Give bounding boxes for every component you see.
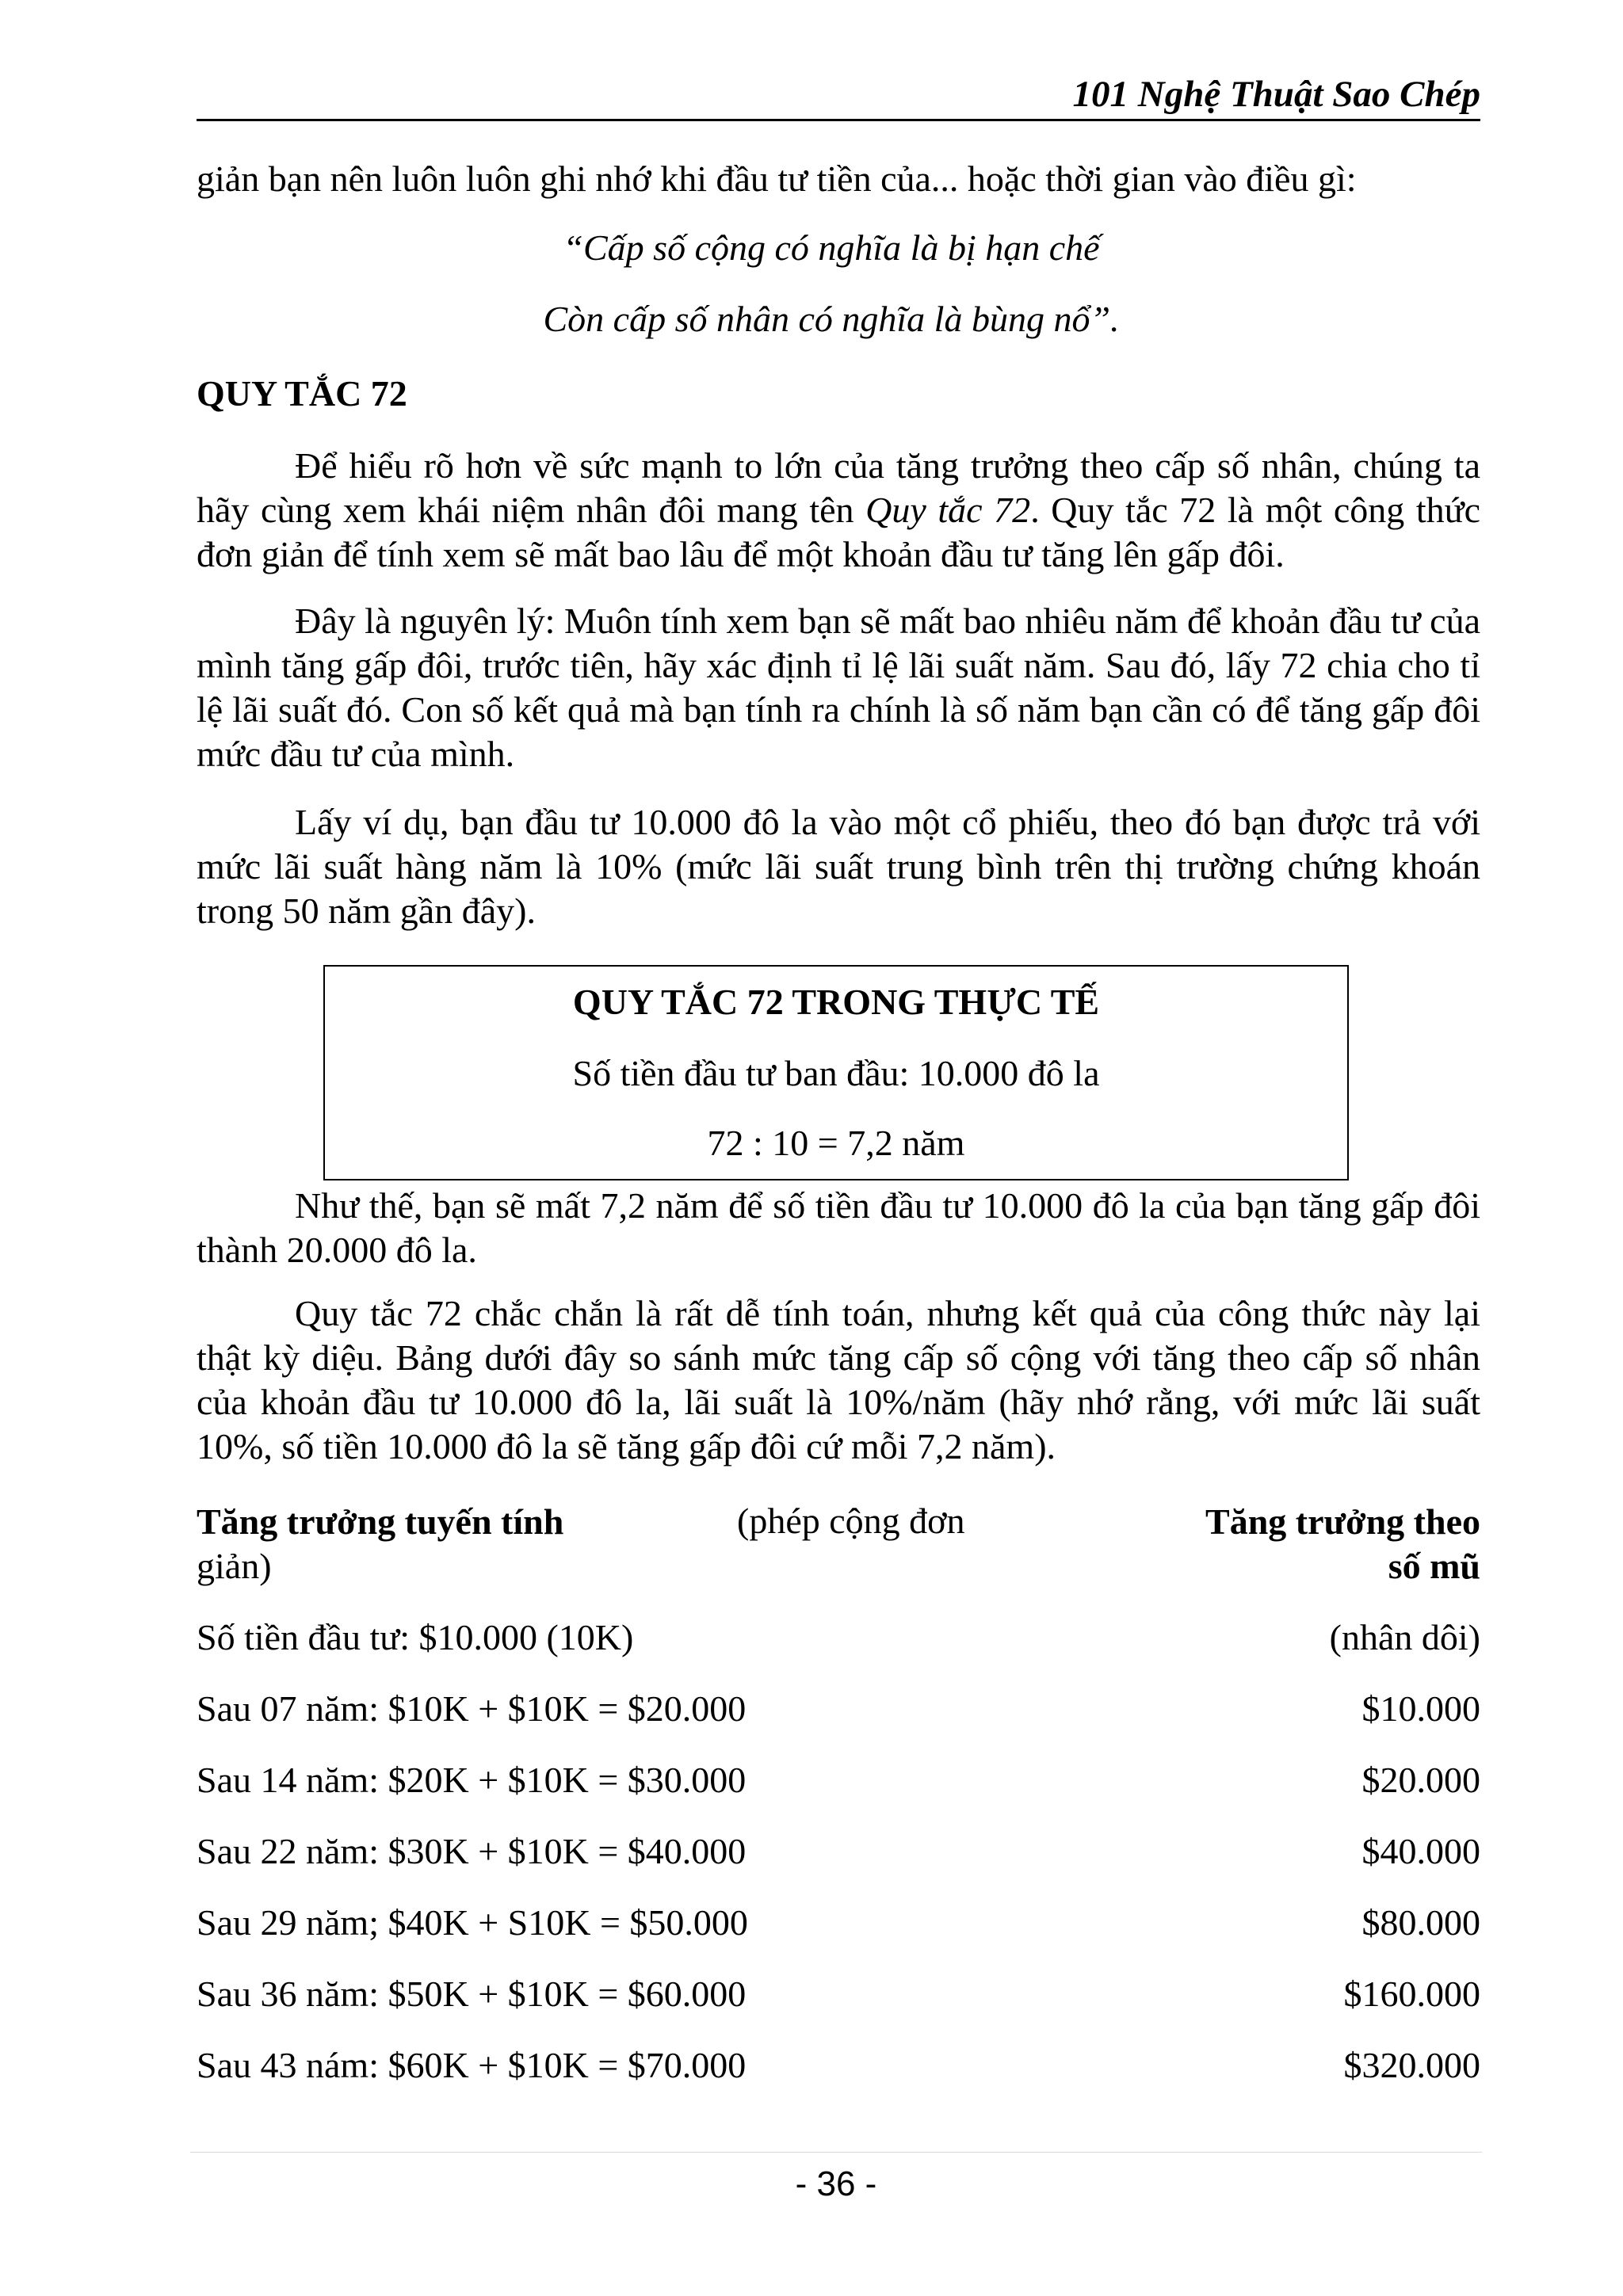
comparison-row [197, 2044, 1480, 2088]
linear-growth-header [197, 1500, 640, 1589]
header-rule [197, 119, 1480, 121]
row-exponential-value: (nhân dôi) [1329, 1617, 1480, 1657]
paragraph-5: Quy tắc 72 chắc chắn là rất dễ tính toán, nhưng kết quả của công thức này lại thật kỳ diệu. Bảng dưới đây so sánh mức tăng cấp số cộng với tăng theo cấp số nhân của khoản đầu tư 10.000 đô la, lãi suất là 10%/năm (hãy nhớ rằng, với mức lãi suất 10%, số tiền 10.000 đô la sẽ tăng gấp đôi cứ mỗi 7,2 năm). [197, 1293, 1480, 1466]
row-exponential-value: $10.000 [1361, 1688, 1480, 1729]
comparison-row [197, 1973, 1480, 2017]
row-exponential-value: $160.000 [1343, 1974, 1480, 2014]
paragraph-1 [197, 444, 1480, 577]
paragraph-1-italic-term: Quy tắc 72 [865, 490, 1031, 530]
row-linear-value: Sau 43 nám: $60K + $10K = $70.000 [197, 2045, 747, 2085]
comparison-row [197, 1830, 1480, 1875]
comparison-row [197, 1616, 1480, 1661]
exponential-growth-header-line-2: số mũ [1388, 1546, 1480, 1586]
row-exponential-value: $80.000 [1361, 1902, 1480, 1943]
exponential-growth-header [1163, 1500, 1480, 1589]
box-title: QUY TẮC 72 TRONG THỰC TẾ [572, 982, 1100, 1022]
quote-line-2: Còn cấp số nhân có nghĩa là bùng nổ”. [543, 299, 1120, 339]
page-number: - 36 - [795, 2164, 877, 2203]
rule-72-box [323, 965, 1349, 1180]
intro-line: giản bạn nên luôn luôn ghi nhớ khi đầu tư tiền của... hoặc thời gian vào điều gì: [197, 158, 1357, 199]
row-exponential-value: $40.000 [1361, 1831, 1480, 1871]
paragraph-3: Lấy ví dụ, bạn đầu tư 10.000 đô la vào một cổ phiếu, theo đó bạn được trả với mức lãi suất hàng năm là 10% (mức lãi suất trung bình trên thị trường chứng khoán trong 50 năm gần đây). [197, 802, 1480, 931]
box-initial-investment: Số tiền đầu tư ban đầu: 10.000 đô la [572, 1053, 1100, 1093]
paragraph-1-text-a: Để hiểu rõ hơn về sức mạnh to lớn của tăng trưởng theo cấp số nhân, chúng ta hãy cùng xem khái niệm nhân đôi mang tên [197, 445, 1480, 530]
row-linear-value: Sau 14 năm: $20K + $10K = $30.000 [197, 1760, 747, 1800]
linear-growth-header-bold: Tăng trưởng tuyến tính [197, 1501, 564, 1542]
linear-growth-header-cont: giản) [197, 1546, 272, 1586]
quote-line-1: “Cấp số cộng có nghĩa là bị hạn chế [563, 227, 1100, 268]
linear-growth-header-middle: (phép cộng đơn [737, 1501, 965, 1541]
row-linear-value: Sau 29 năm; $40K + S10K = $50.000 [197, 1902, 748, 1943]
row-linear-value: Sau 07 năm: $10K + $10K = $20.000 [197, 1688, 747, 1729]
comparison-row [197, 1901, 1480, 1946]
footer-rule [190, 2152, 1482, 2153]
paragraph-4: Như thế, bạn sẽ mất 7,2 năm để số tiền đầu tư 10.000 đô la của bạn tăng gấp đôi thành 20.000 đô la. [197, 1185, 1480, 1270]
row-linear-value: Sau 22 năm: $30K + $10K = $40.000 [197, 1831, 747, 1871]
comparison-row [197, 1688, 1480, 1732]
exponential-growth-header-line-1: Tăng trưởng theo [1205, 1501, 1480, 1542]
section-heading: QUY TẮC 72 [197, 373, 407, 414]
row-linear-value: Số tiền đầu tư: $10.000 (10K) [197, 1617, 634, 1657]
running-header-title: 101 Nghệ Thuật Sao Chép [1072, 74, 1480, 115]
paragraph-1-text-b: . Quy tắc 72 là một công thức đơn giản để tính xem sẽ mất bao lâu để một khoản đầu tư tăng lên gấp đôi. [197, 490, 1480, 574]
comparison-row [197, 1759, 1480, 1803]
paragraph-2: Đây là nguyên lý: Muôn tính xem bạn sẽ mất bao nhiêu năm để khoản đầu tư của mình tăng gấp đôi, trước tiên, hãy xác định tỉ lệ lãi suất năm. Sau đó, lấy 72 chia cho tỉ lệ lãi suất đó. Con số kết quả mà bạn tính ra chính là số năm bạn cần có để tăng gấp đôi mức đầu tư của mình. [197, 601, 1480, 774]
row-exponential-value: $320.000 [1343, 2045, 1480, 2085]
box-calculation: 72 : 10 = 7,2 năm [707, 1123, 965, 1163]
row-linear-value: Sau 36 năm: $50K + $10K = $60.000 [197, 1974, 747, 2014]
row-exponential-value: $20.000 [1361, 1760, 1480, 1800]
